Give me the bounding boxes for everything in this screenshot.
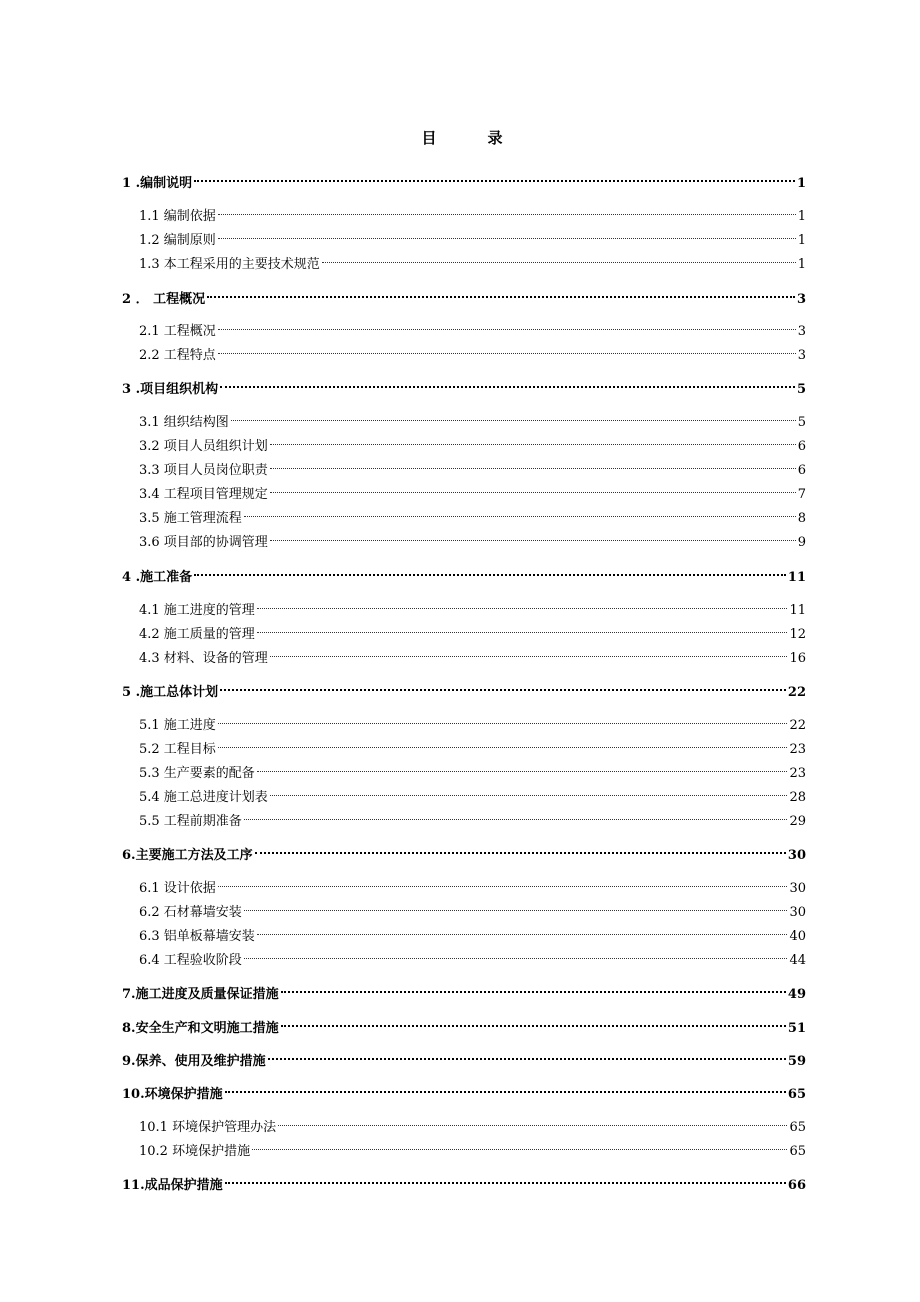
toc-section-entry[interactable] <box>139 406 806 430</box>
toc-dot-leader <box>270 526 796 546</box>
toc-dot-leader <box>218 733 788 753</box>
toc-section-entry[interactable] <box>139 454 806 478</box>
toc-page-number: 65 <box>789 1144 806 1159</box>
toc-entry-label: 5.3 生产要素的配备 <box>139 766 255 781</box>
toc-entry-label: 11.成品保护措施 <box>122 1178 223 1193</box>
toc-page-number: 65 <box>787 1087 806 1102</box>
toc-entry-label: 10.1 环境保护管理办法 <box>139 1120 277 1135</box>
toc-section-entry[interactable] <box>139 944 806 968</box>
toc-entry-label: 6.3 铝单板幕墙安装 <box>139 929 255 944</box>
toc-entry-label: 1.2 编制原则 <box>139 233 216 248</box>
toc-entry-label: 2 ． 工程概况 <box>122 292 206 307</box>
toc-page-number: 11 <box>787 570 806 585</box>
toc-page-number: 30 <box>789 881 806 896</box>
toc-chapter-entry[interactable] <box>122 676 806 700</box>
toc-entry-label: 6.主要施工方法及工序 <box>122 848 253 863</box>
toc-chapter-entry[interactable] <box>122 978 806 1002</box>
toc-dot-leader <box>257 618 788 638</box>
toc-page-number: 7 <box>797 487 806 502</box>
toc-section-entry[interactable] <box>139 248 806 272</box>
toc-entry-label: 6.4 工程验收阶段 <box>139 953 242 968</box>
toc-chapter-entry[interactable] <box>122 839 806 863</box>
toc-page-number: 11 <box>789 603 806 618</box>
toc-page-number: 30 <box>787 848 806 863</box>
toc-entry-label: 4 .施工准备 <box>122 570 193 585</box>
toc-page-number: 3 <box>797 348 806 363</box>
toc-dot-leader <box>231 406 796 426</box>
toc-page-number: 40 <box>789 929 806 944</box>
toc-dot-leader <box>322 248 796 268</box>
toc-section-entry[interactable] <box>139 430 806 454</box>
toc-dot-leader <box>218 200 796 220</box>
page-title: 目 录 <box>421 129 521 147</box>
toc-entry-label: 3.5 施工管理流程 <box>139 511 242 526</box>
toc-section-entry[interactable] <box>139 733 806 757</box>
toc-chapter-entry[interactable] <box>122 283 806 307</box>
toc-dot-leader <box>220 373 795 393</box>
toc-dot-leader <box>270 454 796 474</box>
toc-dot-leader <box>244 502 796 522</box>
toc-page-number: 65 <box>789 1120 806 1135</box>
toc-section-entry[interactable] <box>139 200 806 224</box>
toc-page-number: 8 <box>797 511 806 526</box>
toc-dot-leader <box>218 315 796 335</box>
toc-entry-label: 2.2 工程特点 <box>139 348 216 363</box>
toc-page-number: 23 <box>789 766 806 781</box>
toc-entry-label: 5 .施工总体计划 <box>122 685 219 700</box>
toc-chapter-entry[interactable] <box>122 1169 806 1193</box>
toc-page-number: 23 <box>789 742 806 757</box>
toc-section-entry[interactable] <box>139 478 806 502</box>
toc-dot-leader <box>244 805 788 825</box>
toc-section-entry[interactable] <box>139 1111 806 1135</box>
toc-dot-leader <box>218 872 788 892</box>
toc-page-number: 1 <box>797 209 806 224</box>
toc-dot-leader <box>225 1169 786 1189</box>
toc-dot-leader <box>257 920 788 940</box>
toc-dot-leader <box>207 283 795 303</box>
toc-entry-label: 3.6 项目部的协调管理 <box>139 535 268 550</box>
toc-entry-label: 9.保养、使用及维护措施 <box>122 1054 266 1069</box>
toc-section-entry[interactable] <box>139 526 806 550</box>
toc-dot-leader <box>220 676 786 696</box>
toc-entry-label: 7.施工进度及质量保证措施 <box>122 987 279 1002</box>
toc-dot-leader <box>194 561 786 581</box>
toc-page-number: 9 <box>797 535 806 550</box>
toc-dot-leader <box>218 339 796 359</box>
toc-entry-label: 6.2 石材幕墙安装 <box>139 905 242 920</box>
toc-dot-leader <box>252 1135 787 1155</box>
toc-entry-label: 5.1 施工进度 <box>139 718 216 733</box>
toc-section-entry[interactable] <box>139 1135 806 1159</box>
toc-entry-label: 3.3 项目人员岗位职责 <box>139 463 268 478</box>
toc-dot-leader <box>268 1045 786 1065</box>
toc-entry-label: 1.3 本工程采用的主要技术规范 <box>139 257 320 272</box>
toc-dot-leader <box>281 1012 786 1032</box>
toc-entry-label: 4.1 施工进度的管理 <box>139 603 255 618</box>
toc-section-entry[interactable] <box>139 757 806 781</box>
toc-section-entry[interactable] <box>139 618 806 642</box>
toc-entry-label: 1 .编制说明 <box>122 176 193 191</box>
toc-page-number: 51 <box>787 1021 806 1036</box>
toc-section-entry[interactable] <box>139 315 806 339</box>
toc-dot-leader <box>244 944 788 964</box>
toc-dot-leader <box>257 757 788 777</box>
toc-page-number: 1 <box>796 176 806 191</box>
toc-page-number: 5 <box>796 382 806 397</box>
toc-section-entry[interactable] <box>139 502 806 526</box>
toc-section-entry[interactable] <box>139 781 806 805</box>
toc-entry-label: 3.4 工程项目管理规定 <box>139 487 268 502</box>
toc-page-number: 12 <box>789 627 806 642</box>
toc-page-number: 29 <box>789 814 806 829</box>
toc-page-number: 66 <box>787 1178 806 1193</box>
toc-dot-leader <box>270 781 788 801</box>
toc-chapter-entry[interactable] <box>122 167 806 191</box>
toc-section-entry[interactable] <box>139 896 806 920</box>
toc-page-number: 49 <box>787 987 806 1002</box>
toc-chapter-entry[interactable] <box>122 1012 806 1036</box>
toc-dot-leader <box>225 1078 786 1098</box>
toc-dot-leader <box>270 642 788 662</box>
toc-entry-label: 10.2 环境保护措施 <box>139 1144 251 1159</box>
toc-section-entry[interactable] <box>139 920 806 944</box>
toc-entry-label: 5.5 工程前期准备 <box>139 814 242 829</box>
toc-page-number: 59 <box>787 1054 806 1069</box>
toc-entry-label: 5.4 施工总进度计划表 <box>139 790 268 805</box>
toc-page-number: 5 <box>797 415 806 430</box>
toc-dot-leader <box>278 1111 787 1131</box>
toc-dot-leader <box>255 839 786 859</box>
toc-chapter-entry[interactable] <box>122 561 806 585</box>
toc-page-number: 22 <box>789 718 806 733</box>
toc-dot-leader <box>218 224 796 244</box>
toc-dot-leader <box>257 594 788 614</box>
toc-entry-label: 6.1 设计依据 <box>139 881 216 896</box>
toc-entry-label: 4.2 施工质量的管理 <box>139 627 255 642</box>
toc-section-entry[interactable] <box>139 594 806 618</box>
toc-page-number: 1 <box>797 257 806 272</box>
toc-dot-leader <box>281 978 786 998</box>
toc-page-number: 22 <box>787 685 806 700</box>
toc-entry-label: 8.安全生产和文明施工措施 <box>122 1021 279 1036</box>
toc-entry-label: 4.3 材料、设备的管理 <box>139 651 268 666</box>
toc-section-entry[interactable] <box>139 642 806 666</box>
toc-page-number: 3 <box>797 324 806 339</box>
toc-page-number: 44 <box>789 953 806 968</box>
toc-dot-leader <box>270 478 796 498</box>
toc-section-entry[interactable] <box>139 709 806 733</box>
toc-page-number: 16 <box>789 651 806 666</box>
toc-dot-leader <box>270 430 796 450</box>
toc-section-entry[interactable] <box>139 339 806 363</box>
toc-entry-label: 2.1 工程概况 <box>139 324 216 339</box>
toc-dot-leader <box>218 709 788 729</box>
toc-page-number: 1 <box>797 233 806 248</box>
toc-page-number: 30 <box>789 905 806 920</box>
toc-dot-leader <box>244 896 788 916</box>
toc-chapter-entry[interactable] <box>122 373 806 397</box>
toc-entry-label: 3 .项目组织机构 <box>122 382 219 397</box>
toc-page-number: 6 <box>797 439 806 454</box>
toc-entry-label: 1.1 编制依据 <box>139 209 216 224</box>
toc-page-number: 6 <box>797 463 806 478</box>
toc-section-entry[interactable] <box>139 872 806 896</box>
toc-section-entry[interactable] <box>139 805 806 829</box>
toc-entry-label: 3.1 组织结构图 <box>139 415 229 430</box>
toc-chapter-entry[interactable] <box>122 1078 806 1102</box>
toc-dot-leader <box>194 167 795 187</box>
toc-entry-label: 3.2 项目人员组织计划 <box>139 439 268 454</box>
toc-section-entry[interactable] <box>139 224 806 248</box>
toc-entry-label: 5.2 工程目标 <box>139 742 216 757</box>
toc-entry-label: 10.环境保护措施 <box>122 1087 223 1102</box>
toc-page-number: 28 <box>789 790 806 805</box>
toc-page-number: 3 <box>796 292 806 307</box>
toc-chapter-entry[interactable] <box>122 1045 806 1069</box>
